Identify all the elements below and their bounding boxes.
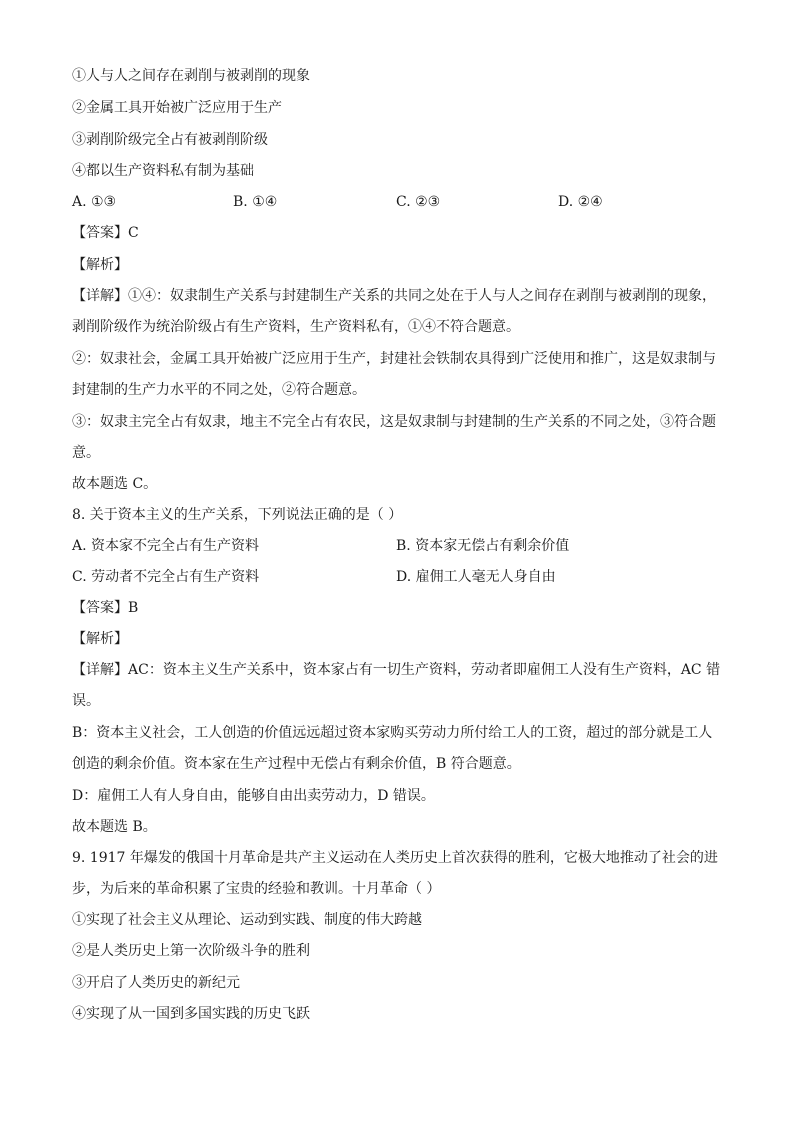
- q7-item-2: ②金属工具开始被广泛应用于生产: [72, 100, 282, 116]
- q7-item-1: ①人与人之间存在剥削与被剥削的现象: [72, 68, 310, 84]
- q7-item-3: ③剥削阶级完全占有被剥削阶级: [72, 132, 268, 148]
- q9-item-2: ②是人类历史上第一次阶级斗争的胜利: [72, 943, 310, 959]
- q8-option-d: D. 雇佣工人毫无人身自由: [396, 569, 556, 585]
- q8-option-b: B. 资本家无偿占有剩余价值: [396, 538, 570, 554]
- q7-explanation-line: 剥削阶级作为统治阶级占有生产资料，生产资料私有，①④不符合题意。: [72, 319, 520, 335]
- q8-answer: 【答案】B: [72, 600, 139, 616]
- q7-analysis-label: 【解析】: [72, 257, 128, 273]
- q9-item-3: ③开启了人类历史的新纪元: [72, 975, 240, 991]
- q9-item-4: ④实现了从一国到多国实践的历史飞跃: [72, 1006, 310, 1022]
- q7-explanation-line: ③：奴隶主完全占有奴隶，地主不完全占有农民，这是奴隶制与封建制的生产关系的不同之处，③符合题: [72, 414, 716, 430]
- q8-explanation-line: 误。: [72, 693, 100, 709]
- q8-stem: 8. 关于资本主义的生产关系，下列说法正确的是（ ）: [72, 507, 403, 523]
- q9-stem-line-2: 步，为后来的革命积累了宝贵的经验和教训。十月革命（ ）: [72, 881, 441, 897]
- q8-explanation-line: D：雇佣工人有人身自由，能够自由出卖劳动力，D 错误。: [72, 788, 435, 804]
- q7-conclusion: 故本题选 C。: [72, 476, 158, 492]
- q7-explanation-line: 【详解】①④：奴隶制生产关系与封建制生产关系的共同之处在于人与人之间存在剥削与被剥削的现象，: [72, 288, 716, 304]
- q7-option-a: A. ①③: [72, 194, 117, 210]
- q9-item-1: ①实现了社会主义从理论、运动到实践、制度的伟大跨越: [72, 912, 422, 928]
- q8-option-a: A. 资本家不完全占有生产资料: [72, 538, 260, 554]
- q8-explanation-line: B：资本主义社会，工人创造的价值远远超过资本家购买劳动力所付给工人的工资，超过的部分就是工人: [72, 725, 713, 741]
- q8-explanation-line: 【详解】AC：资本主义生产关系中，资本家占有一切生产资料，劳动者即雇佣工人没有生产资料，AC 错: [72, 662, 721, 678]
- q7-explanation-line: 封建制的生产力水平的不同之处，②符合题意。: [72, 382, 366, 398]
- q7-answer: 【答案】C: [72, 225, 139, 241]
- q8-analysis-label: 【解析】: [72, 631, 128, 647]
- q7-option-d: D. ②④: [558, 194, 603, 210]
- q7-option-c: C. ②③: [396, 194, 441, 210]
- q7-option-b: B. ①④: [233, 194, 278, 210]
- q7-item-4: ④都以生产资料私有制为基础: [72, 163, 254, 179]
- q7-explanation-line: 意。: [72, 445, 100, 461]
- q8-conclusion: 故本题选 B。: [72, 819, 157, 835]
- q8-explanation-line: 创造的剩余价值。资本家在生产过程中无偿占有剩余价值，B 符合题意。: [72, 756, 521, 772]
- q7-explanation-line: ②：奴隶社会，金属工具开始被广泛应用于生产，封建社会铁制农具得到广泛使用和推广，这是奴隶制与: [72, 351, 716, 367]
- q8-option-c: C. 劳动者不完全占有生产资料: [72, 569, 260, 585]
- q9-stem-line-1: 9. 1917 年爆发的俄国十月革命是共产主义运动在人类历史上首次获得的胜利，它极大地推动了社会的进: [72, 850, 718, 866]
